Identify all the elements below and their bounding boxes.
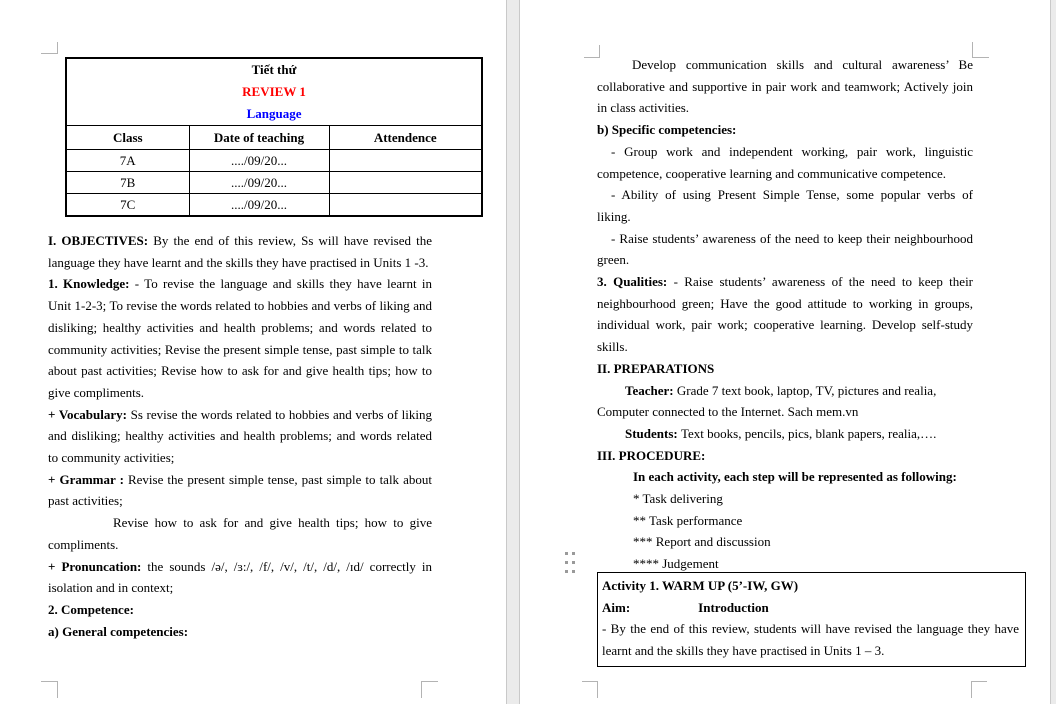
specific-competencies-heading[interactable] bbox=[597, 119, 973, 141]
margin-crop-mark-bottom-left bbox=[41, 681, 58, 698]
lesson-info-table bbox=[65, 57, 483, 217]
attendence-cell[interactable] bbox=[329, 194, 482, 217]
text-run: Revise the present simple tense, past simple to talk about past activities; bbox=[48, 471, 432, 509]
activity-aim[interactable] bbox=[602, 597, 1019, 619]
left-page-text-body bbox=[48, 230, 432, 642]
dot bbox=[565, 570, 568, 573]
text-run: the sounds /ə/, /ɜ:/, /f/, /v/, /t/, /d/, /ɪd/ correctly in isolation and in context; bbox=[48, 558, 433, 596]
grammar-paragraph[interactable] bbox=[48, 469, 432, 512]
teacher-paragraph[interactable] bbox=[597, 380, 973, 402]
table-row bbox=[66, 150, 482, 172]
text-run: In each activity, each step will be represented as following: bbox=[633, 469, 957, 485]
competence-heading[interactable] bbox=[48, 599, 432, 621]
table-header-row bbox=[66, 126, 482, 150]
knowledge-paragraph[interactable] bbox=[48, 273, 432, 403]
specific-item-2[interactable] bbox=[597, 184, 973, 227]
attendence-cell[interactable] bbox=[329, 172, 482, 194]
activity-title[interactable] bbox=[602, 575, 1019, 597]
specific-item-1[interactable] bbox=[597, 141, 973, 184]
activity-description[interactable] bbox=[602, 618, 1019, 661]
margin-crop-mark-top-left bbox=[41, 42, 58, 54]
text-run: - Raise students’ awareness of the need to keep their neighbourhood green; Have the good attitude to working in groups, individual work, pair work; cooperative learning. Develop self-study skills. bbox=[597, 274, 974, 355]
text-run: - Raise students’ awareness of the need to keep their neighbourhood green. bbox=[597, 230, 973, 268]
table-row bbox=[66, 172, 482, 194]
procedure-intro[interactable] bbox=[597, 466, 973, 488]
page-gap bbox=[506, 0, 520, 704]
text-run: Computer connected to the Internet. Sach mem.vn bbox=[597, 404, 859, 420]
text-run: Aim: bbox=[602, 599, 631, 615]
document-page-1 bbox=[0, 0, 506, 704]
text-run: By the end of this review, Ss will have revised the language they have learnt and the skills they have practised in Units 1 -3. bbox=[48, 233, 432, 270]
class-cell[interactable]: 7C bbox=[66, 194, 189, 217]
text-run: Revise how to ask for and give health tips; how to give compliments. bbox=[48, 515, 432, 552]
text-run: + Pronuncation: bbox=[48, 558, 148, 574]
preparations-heading[interactable] bbox=[597, 358, 973, 380]
dot bbox=[565, 552, 568, 555]
text-run: - To revise the language and skills they have learnt in Unit 1-2-3; To revise the words related to hobbies and verbs of liking and disliking; healthy activities and health problems; and words related to community activities; Revise the present simple tense, past simple to talk about past activities; Revise how to ask for and give health tips; how to give compliments. bbox=[48, 276, 432, 400]
text-run: Introduction bbox=[698, 599, 769, 615]
text-run: 3. Qualities: bbox=[597, 274, 674, 290]
margin-crop-mark-top-right bbox=[972, 42, 989, 58]
text-run: - By the end of this review, students will have revised the language they have learnt and the skills they have practised in Units 1 – 3. bbox=[602, 621, 1019, 659]
text-run: **** Judgement bbox=[633, 556, 719, 572]
margin-crop-mark-bottom-right bbox=[971, 681, 987, 698]
column-header-date[interactable]: Date of teaching bbox=[189, 126, 329, 150]
text-run: * Task delivering bbox=[633, 491, 723, 507]
dot bbox=[572, 552, 575, 555]
date-cell[interactable]: ..../09/20... bbox=[189, 150, 329, 172]
text-run: Ss revise the words related to hobbies and verbs of liking and disliking; healthy activities and health problems; and words related to community activities; bbox=[48, 406, 432, 466]
text-run: 1. Knowledge: bbox=[48, 276, 135, 292]
dot bbox=[565, 561, 568, 564]
lesson-title-cell[interactable] bbox=[66, 58, 482, 126]
text-run: ** Task performance bbox=[633, 512, 743, 528]
column-header-class[interactable]: Class bbox=[66, 126, 189, 150]
lesson-period-label: Tiết thứ bbox=[251, 62, 297, 77]
table-row bbox=[66, 194, 482, 217]
procedure-step-3[interactable] bbox=[597, 531, 973, 553]
class-cell[interactable]: 7B bbox=[66, 172, 189, 194]
procedure-step-1[interactable] bbox=[597, 488, 973, 510]
text-run: Activity 1. WARM UP (5’-IW, GW) bbox=[602, 578, 799, 593]
procedure-step-2[interactable] bbox=[597, 510, 973, 532]
grammar-continuation-paragraph[interactable] bbox=[48, 512, 432, 555]
objectives-paragraph[interactable] bbox=[48, 230, 432, 273]
text-run: b) Specific competencies: bbox=[597, 122, 737, 138]
text-run: II. PREPARATIONS bbox=[597, 360, 715, 376]
activity-1-box[interactable] bbox=[597, 572, 1026, 667]
text-run: Text books, pencils, pics, blank papers, realia,…. bbox=[681, 425, 937, 441]
date-cell[interactable]: ..../09/20... bbox=[189, 172, 329, 194]
class-cell[interactable]: 7A bbox=[66, 150, 189, 172]
text-run: III. PROCEDURE: bbox=[597, 447, 706, 463]
attendence-cell[interactable] bbox=[329, 150, 482, 172]
text-run: Grade 7 text book, laptop, TV, pictures and realia, bbox=[676, 382, 937, 398]
dot bbox=[572, 570, 575, 573]
general-competencies-heading[interactable] bbox=[48, 621, 432, 643]
text-run: Students: bbox=[625, 425, 681, 441]
text-run: *** Report and discussion bbox=[633, 534, 771, 550]
text-run: a) General competencies: bbox=[48, 623, 189, 639]
text-run: - Group work and independent working, pair work, linguistic competence, cooperative learning and communicative competence. bbox=[597, 143, 973, 181]
text-run: + Vocabulary: bbox=[48, 406, 131, 422]
pronunciation-paragraph[interactable] bbox=[48, 556, 432, 599]
teacher-continuation-paragraph[interactable] bbox=[597, 401, 973, 423]
text-run: Develop communication skills and cultural awareness’ Be collaborative and supportive in pair work and teamwork; Actively join in class activities. bbox=[597, 57, 973, 116]
specific-item-3[interactable] bbox=[597, 228, 973, 271]
text-run: I. OBJECTIVES: bbox=[48, 233, 154, 248]
vocabulary-paragraph[interactable] bbox=[48, 404, 432, 469]
drag-handle-icon[interactable] bbox=[565, 552, 576, 574]
date-cell[interactable]: ..../09/20... bbox=[189, 194, 329, 217]
dot bbox=[572, 561, 575, 564]
text-run: Teacher: bbox=[625, 382, 677, 398]
lesson-review-title: REVIEW 1 bbox=[242, 84, 306, 99]
text-run: + Grammar : bbox=[48, 471, 128, 487]
document-page-2 bbox=[520, 0, 1050, 704]
right-page-text-body bbox=[597, 54, 973, 575]
margin-crop-mark-bottom-left bbox=[582, 681, 598, 698]
qualities-paragraph[interactable] bbox=[597, 271, 973, 358]
text-run: 2. Competence: bbox=[48, 601, 134, 617]
margin-crop-mark-bottom-right bbox=[421, 681, 438, 698]
general-competencies-paragraph[interactable] bbox=[597, 54, 973, 119]
page-gap-right-edge bbox=[1050, 0, 1056, 704]
procedure-heading[interactable] bbox=[597, 445, 973, 467]
students-paragraph[interactable] bbox=[597, 423, 973, 445]
column-header-attendence[interactable]: Attendence bbox=[329, 126, 482, 150]
lesson-subject-label: Language bbox=[246, 106, 302, 121]
text-run: - Ability of using Present Simple Tense, some popular verbs of liking. bbox=[597, 187, 973, 224]
